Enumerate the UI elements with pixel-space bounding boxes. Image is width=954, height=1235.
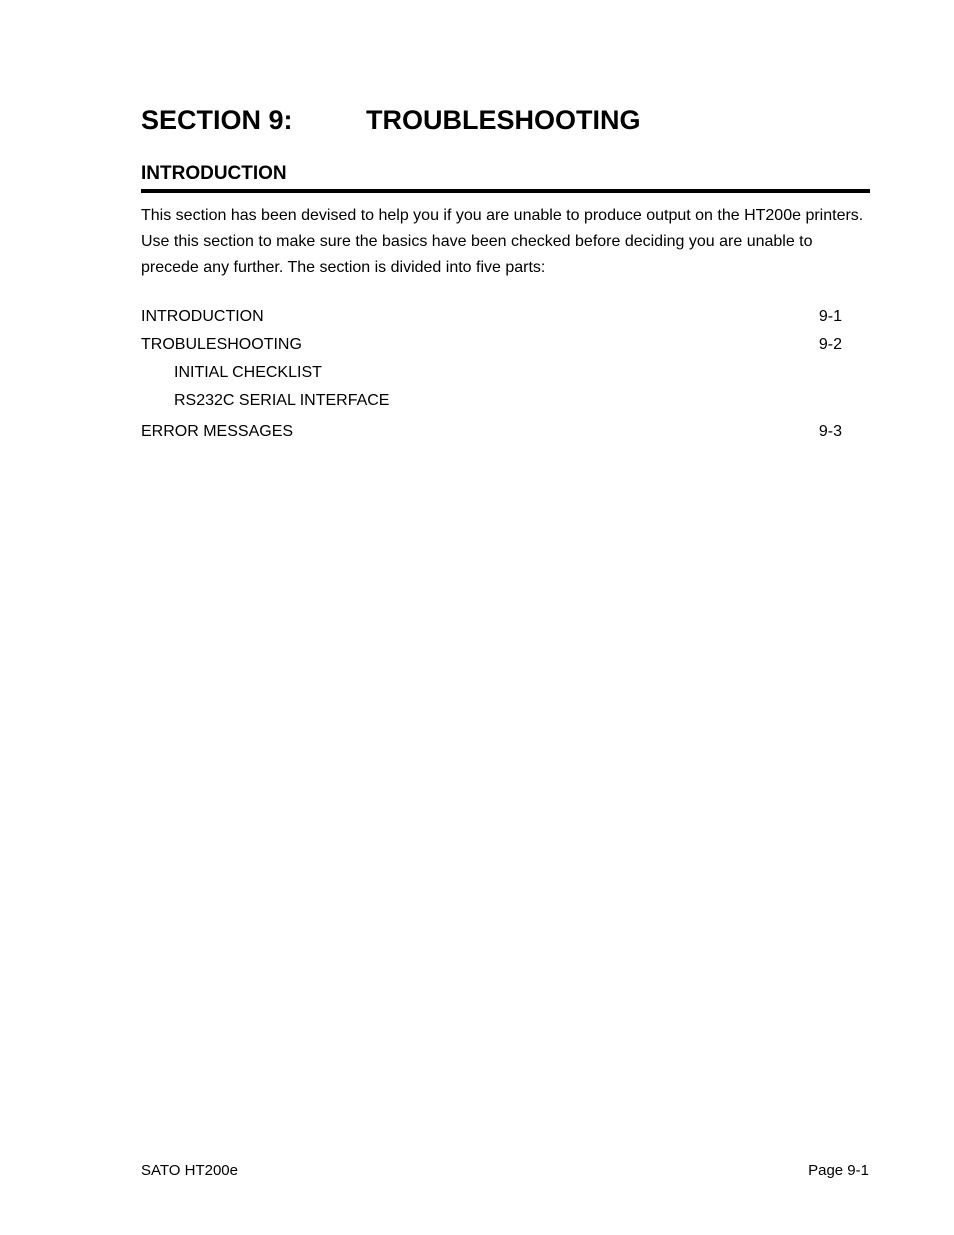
toc-subentry-initial-checklist [141, 360, 842, 386]
section-title-text: TROUBLESHOOTING [366, 105, 641, 135]
toc-entry-introduction [141, 304, 842, 330]
toc-entry-troubleshooting [141, 332, 842, 358]
heading-rule [141, 189, 870, 193]
toc-entry-error-messages [141, 419, 842, 445]
toc-subentry-rs232c-serial-interface [141, 388, 842, 414]
introduction-paragraph: This section has been devised to help you if you are unable to produce output on the HT200e printers. Use this section to make sure the basics have been checked before deciding you are unable to precede any further. The section is divided into five parts: [141, 207, 864, 276]
section-number: SECTION 9: [141, 105, 293, 135]
toc-entry-label: ERROR MESSAGES [141, 423, 294, 440]
footer-product-name: SATO HT200e [141, 1162, 238, 1179]
section-title [141, 102, 641, 138]
introduction-heading: INTRODUCTION [141, 163, 287, 184]
toc-entry-page: 9-1 [818, 308, 842, 325]
toc-entry-page: 9-3 [818, 423, 842, 440]
toc-entry-page: 9-2 [818, 336, 842, 353]
footer-page-number: Page 9-1 [808, 1162, 869, 1179]
toc-entry-label: RS232C SERIAL INTERFACE [174, 392, 390, 409]
toc-entry-label: INITIAL CHECKLIST [174, 364, 322, 381]
toc-entry-label: TROBULESHOOTING [141, 336, 302, 353]
toc-entry-label: INTRODUCTION [141, 308, 264, 325]
